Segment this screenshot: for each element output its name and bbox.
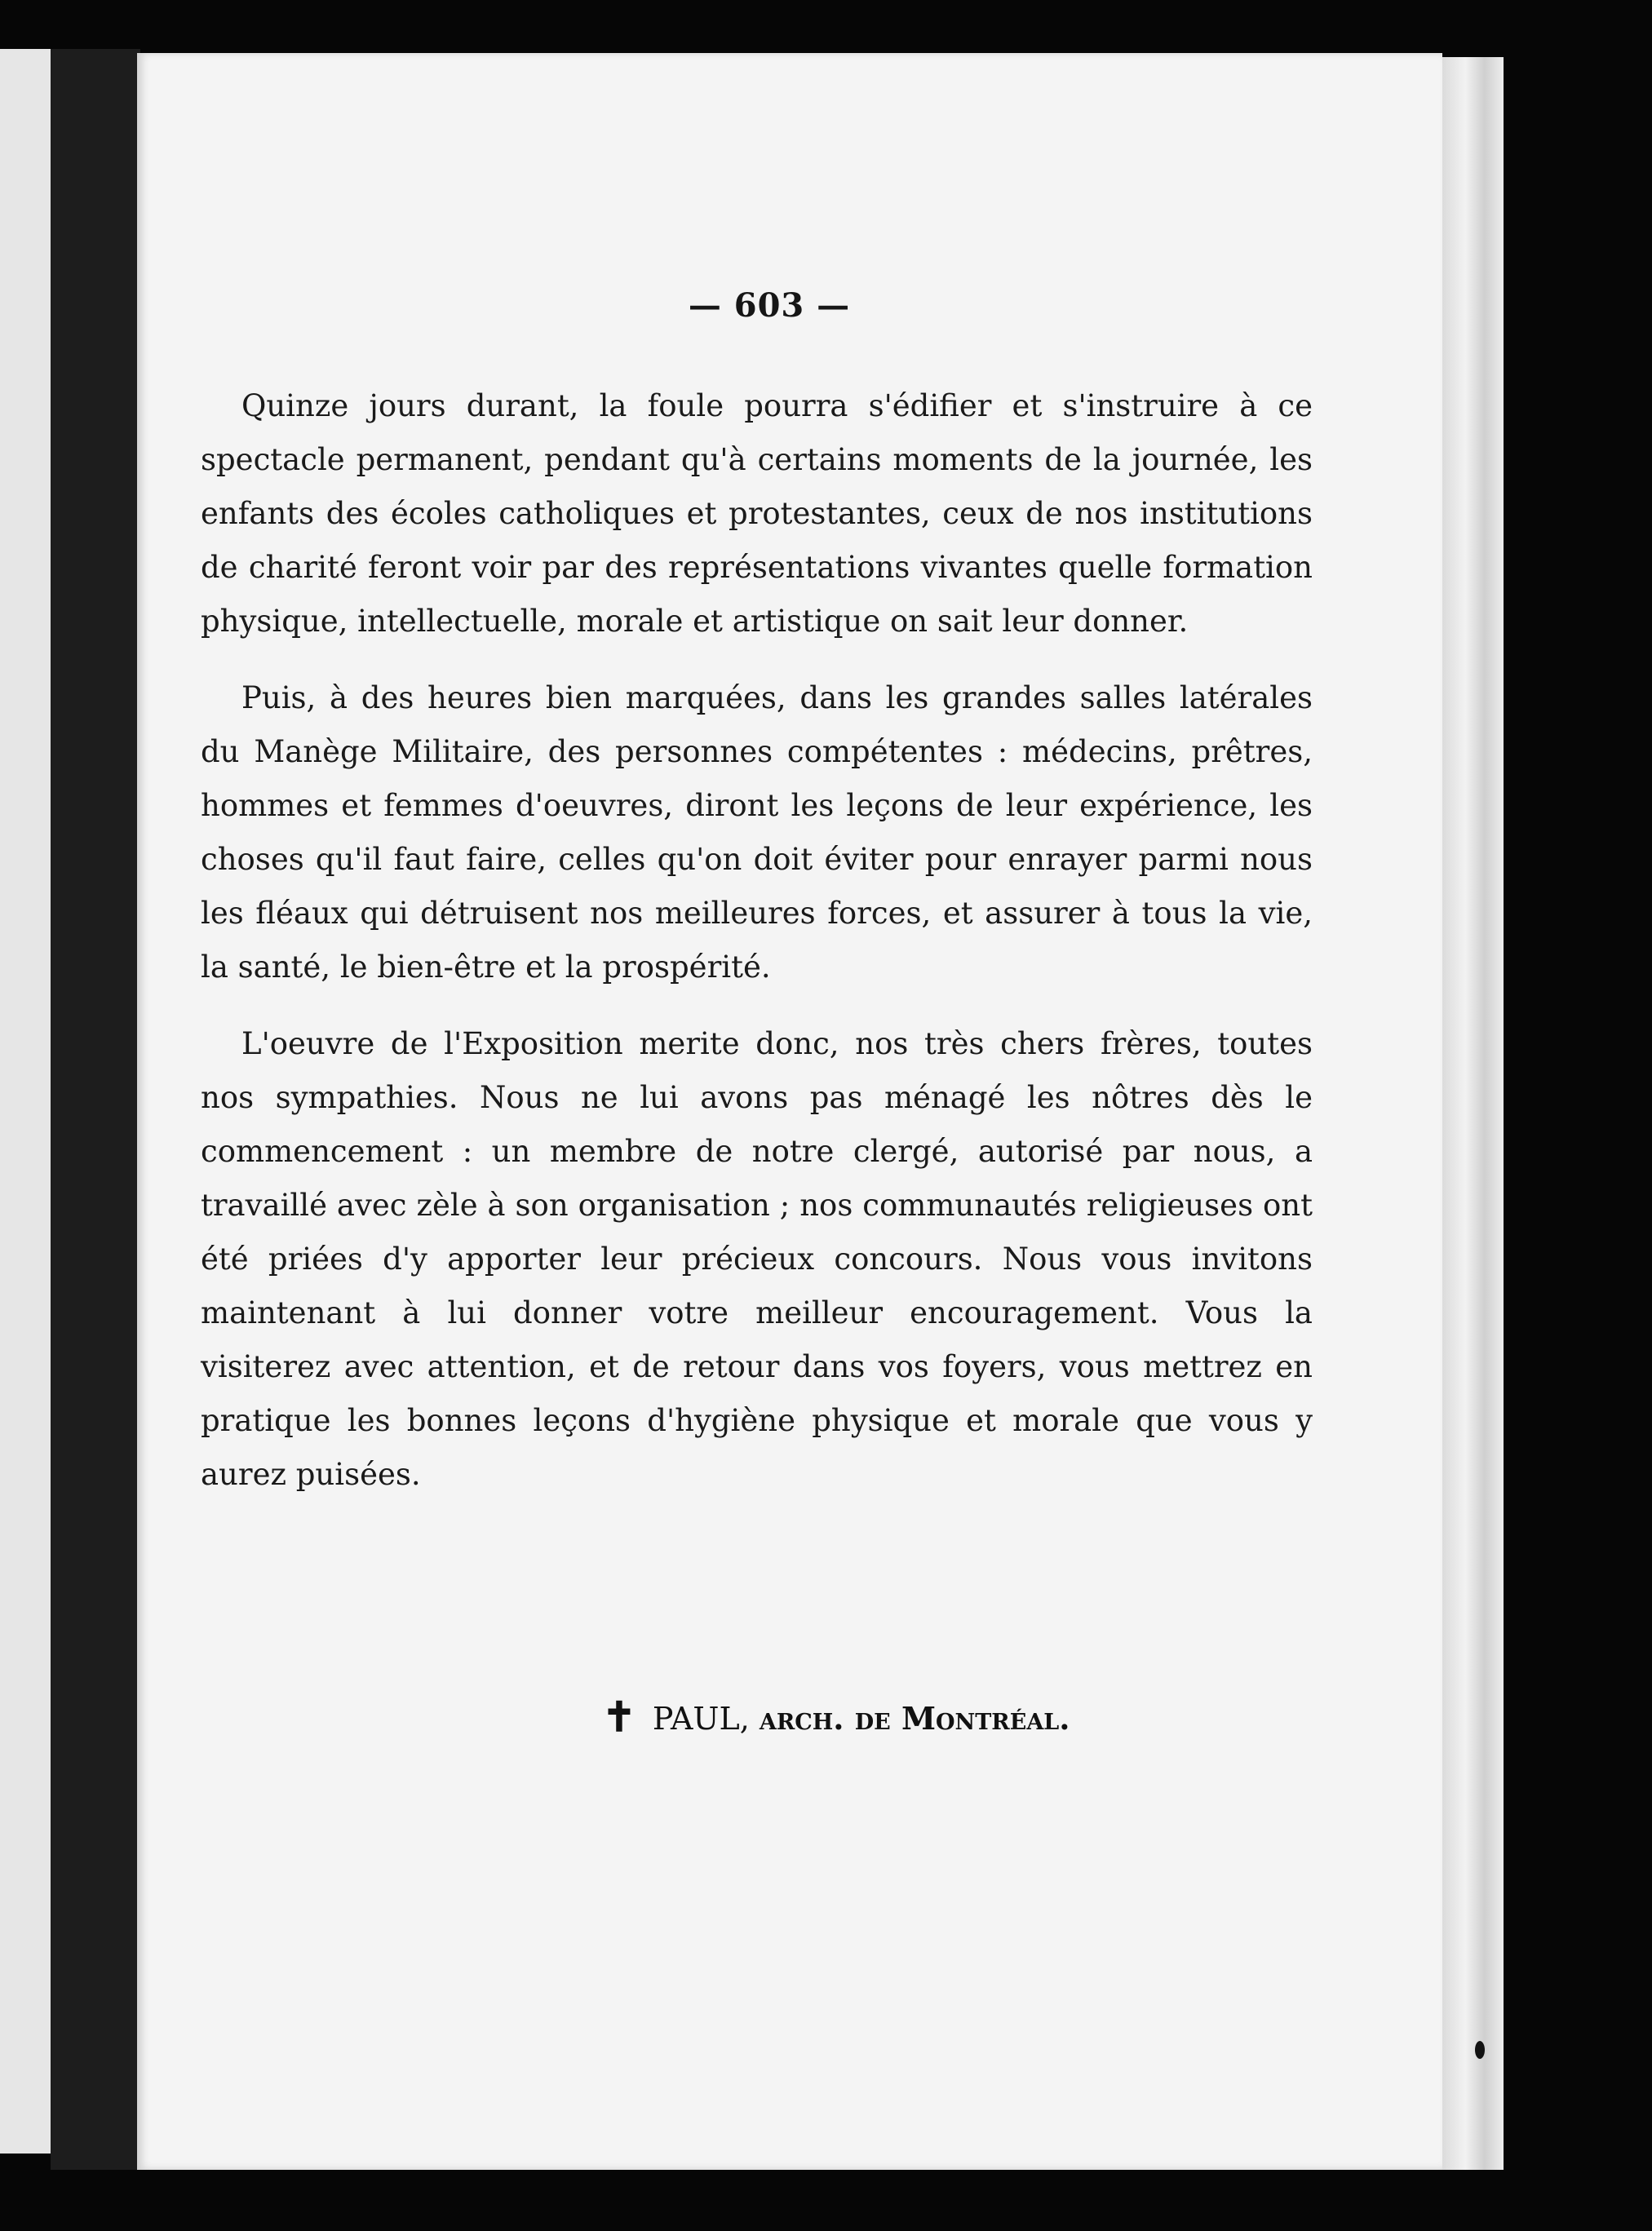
book-binding xyxy=(51,49,140,2170)
cross-icon: ✝ xyxy=(602,1693,636,1741)
page-number: — 603 — xyxy=(688,286,851,325)
signature-title: arch. de Montréal. xyxy=(759,1700,1070,1737)
paragraph-2: Puis, à des heures bien marquées, dans les grandes salles latérales du Manège Militaire, des personnes compétentes : médecins, prêtres, hommes et femmes d'oeuvres, diront les leçons de leur expérience, les choses qu'il faut faire, celles qu'on doit éviter pour enrayer parmi nous les fléaux qui détruisent nos meilleures forces, et assurer à tous la vie, la santé, le bien-être et la prospérité. xyxy=(201,680,1313,985)
page-fore-edge xyxy=(1440,57,1504,2170)
signature xyxy=(602,1693,1070,1741)
paragraph-1: Quinze jours durant, la foule pourra s'édifier et s'instruire à ce spectacle permanent, pendant qu'à certains moments de la journée, les enfants des écoles catholiques et protestantes, ceux de nos institutions de charité feront voir par des représentations vivantes quelle formation physique, intellectuelle, morale et artistique on sait leur donner. xyxy=(201,388,1313,639)
signature-name: PAUL, xyxy=(652,1701,750,1737)
ink-spot xyxy=(1475,2041,1485,2059)
paragraph-3: L'oeuvre de l'Exposition merite donc, nos très chers frères, toutes nos sympathies. Nous ne lui avons pas ménagé les nôtres dès le commencement : un membre de notre clergé, autorisé par nous, a travaillé avec zèle à son organisation ; nos communautés religieuses ont été priées d'y apporter leur précieux concours. Nous vous invitons maintenant à lui donner votre meilleur encouragement. Vous la visiterez avec attention, et de retour dans vos foyers, vous mettrez en pratique les bonnes leçons d'hygiène physique et morale que vous y aurez puisées. xyxy=(201,1026,1313,1492)
book-page xyxy=(137,53,1442,2170)
body-text xyxy=(201,379,1313,1525)
